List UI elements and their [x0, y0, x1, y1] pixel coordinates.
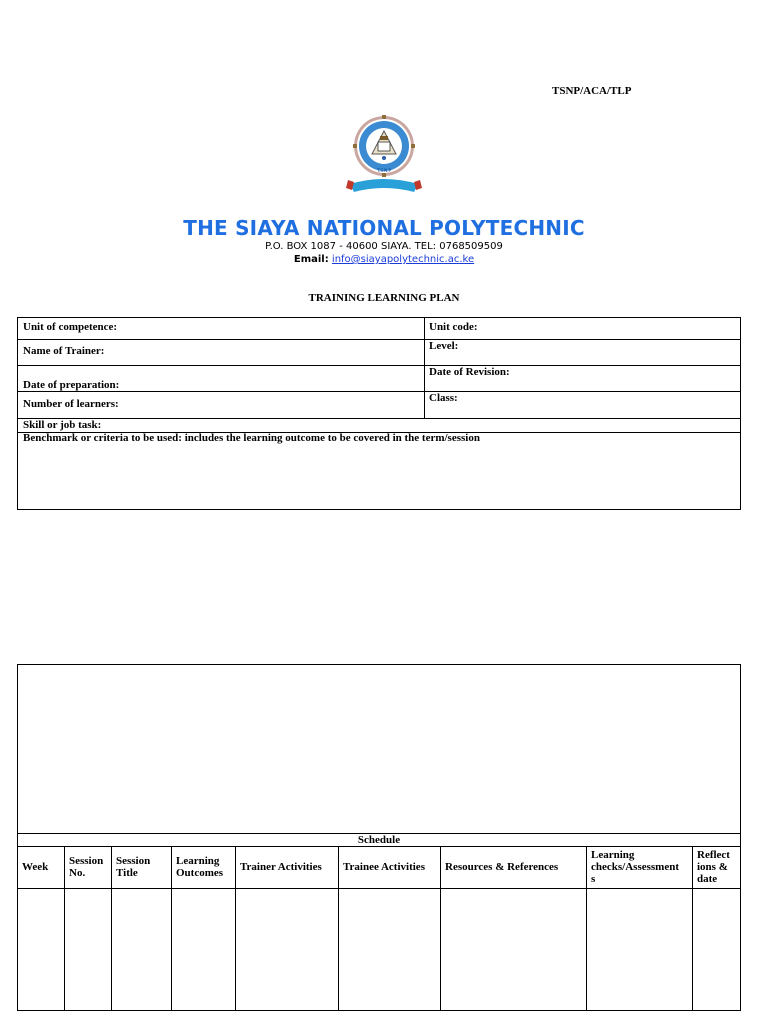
column-header-resources-references: Resources & References — [445, 861, 559, 873]
plan-title: TRAINING LEARNING PLAN — [308, 292, 460, 304]
date-of-preparation-label: Date of preparation: — [23, 379, 120, 391]
schedule-column-divider — [64, 846, 65, 1011]
email-label: Email: — [293, 254, 329, 265]
level-label: Level: — [429, 340, 459, 352]
schedule-column-divider — [586, 846, 587, 1011]
schedule-column-divider — [338, 846, 339, 1011]
schedule-column-divider — [111, 846, 112, 1011]
benchmark-label: Benchmark or criteria to be used: includes the learning outcome to be covered in the term/session — [23, 432, 480, 444]
polytechnic-crest-icon — [344, 114, 424, 200]
schedule-column-divider — [171, 846, 172, 1011]
info-table — [17, 317, 741, 510]
schedule-column-divider — [235, 846, 236, 1011]
date-of-revision-label: Date of Revision: — [429, 366, 510, 378]
column-header-session-title: Session Title — [116, 855, 151, 879]
institution-name: THE SIAYA NATIONAL POLYTECHNIC — [183, 216, 585, 240]
column-header-session-no: Session No. — [69, 855, 104, 879]
document-reference-code: TSNP/ACA/TLP — [552, 85, 632, 97]
svg-text:T.S.N.P: T.S.N.P — [377, 168, 391, 173]
column-header-learning-checks: Learning checks/Assessment s — [591, 849, 679, 885]
schedule-column-divider — [692, 846, 693, 1011]
skill-label: Skill or job task: — [23, 419, 102, 431]
institution-address: P.O. BOX 1087 - 40600 SIAYA. TEL: 0768509509 — [265, 241, 503, 252]
unit-of-competence-label: Unit of competence: — [23, 321, 118, 333]
column-header-reflections-date: Reflect ions & date — [697, 849, 730, 885]
column-header-week: Week — [22, 861, 49, 873]
number-of-learners-label: Number of learners: — [23, 398, 119, 410]
name-of-trainer-label: Name of Trainer: — [23, 345, 105, 357]
email-link[interactable]: info@siayapolytechnic.ac.ke — [331, 254, 475, 265]
schedule-column-divider — [440, 846, 441, 1011]
column-header-trainee-activities: Trainee Activities — [343, 861, 425, 873]
institution-email — [0, 254, 768, 265]
column-header-trainer-activities: Trainer Activities — [240, 861, 322, 873]
column-header-learning-outcomes: Learning Outcomes — [176, 855, 224, 879]
class-label: Class: — [429, 392, 458, 404]
unit-code-label: Unit code: — [429, 321, 478, 333]
info-divider — [424, 317, 425, 418]
schedule-title: Schedule — [357, 834, 401, 846]
